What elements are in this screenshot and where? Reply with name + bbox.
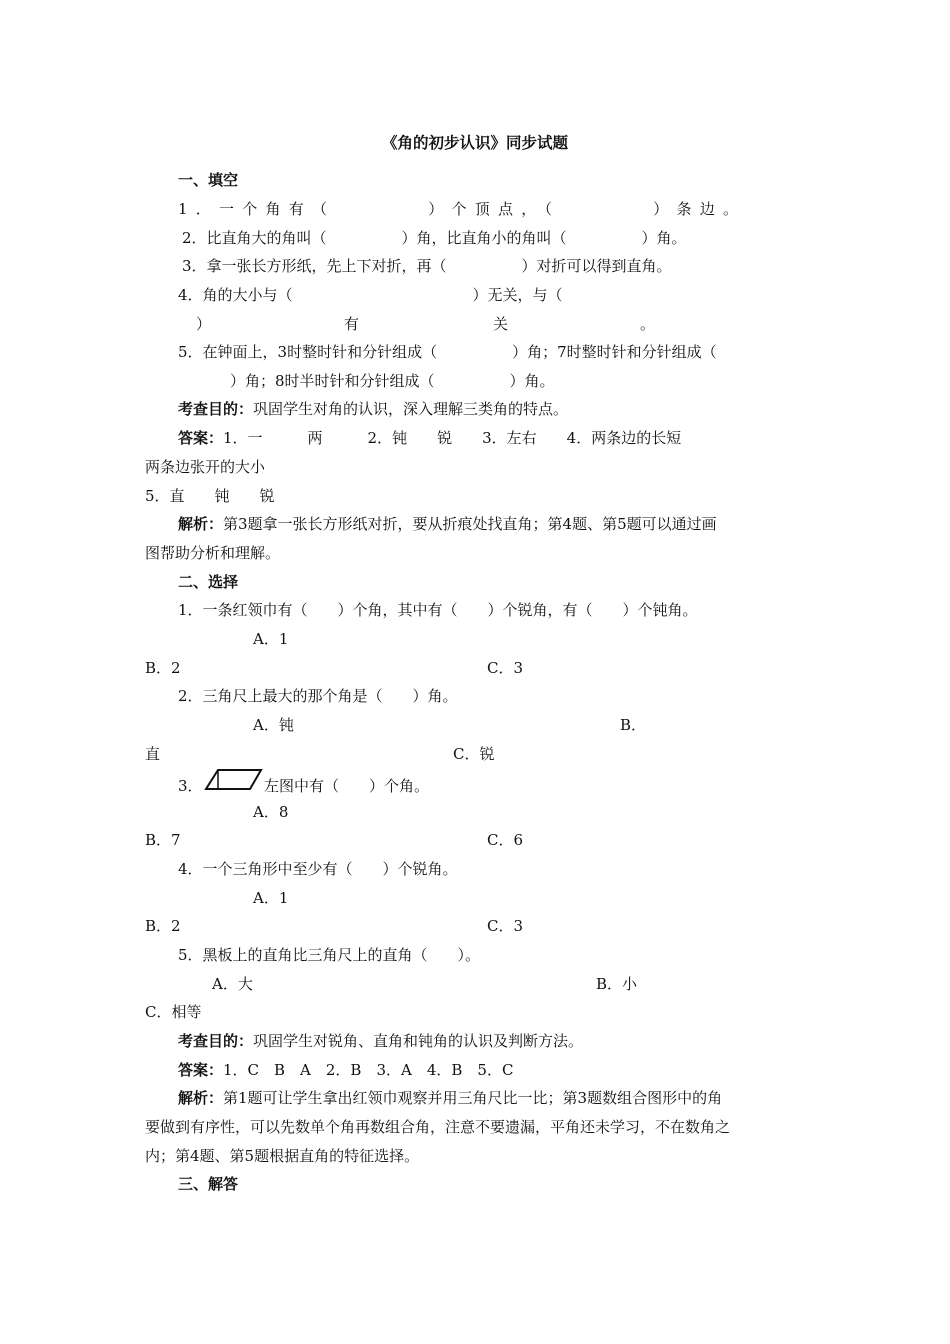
section-2-analysis: 解析：第1题可让学生拿出红领巾观察并用三角尺比一比；第3题数组合图形中的角 bbox=[178, 1089, 723, 1107]
choice-q2: 2．三角尺上最大的那个角是（ ）角。 bbox=[178, 687, 458, 705]
parallelogram-figure bbox=[204, 768, 264, 792]
choice-q5-option-a: A．大 bbox=[212, 975, 253, 993]
fill-q3: 3．拿一张长方形纸，先上下对折，再（ ）对折可以得到直角。 bbox=[182, 257, 672, 275]
page-title: 《角的初步认识》同步试题 bbox=[381, 134, 568, 152]
choice-q2-option-b-text: 直 bbox=[145, 745, 161, 763]
choice-q5-option-c: C．相等 bbox=[145, 1003, 202, 1021]
choice-q1-option-c: C．3 bbox=[487, 659, 524, 677]
fill-q1: 1．一个角有（ ）个顶点，（ ）条边。 bbox=[178, 200, 747, 218]
section-2-analysis-cont: 要做到有序性，可以先数单个角再数组合角，注意不要遗漏，平角还未学习，不在数角之 bbox=[145, 1118, 731, 1136]
section-2-purpose: 考查目的：巩固学生对锐角、直角和钝角的认识及判断方法。 bbox=[178, 1032, 584, 1050]
section-2-answer: 答案：1．C B A 2．B 3．A 4．B 5．C bbox=[178, 1061, 514, 1079]
fill-q4-guan: 关 bbox=[493, 315, 509, 333]
fill-q5-line1: 5．在钟面上，3时整时针和分针组成（ ）角；7时整时针和分针组成（ bbox=[178, 343, 717, 361]
choice-q1-option-a: A．1 bbox=[253, 630, 289, 648]
fill-q4-line1: 4．角的大小与（ ）无关，与（ bbox=[178, 286, 563, 304]
fill-q2: 2．比直角大的角叫（ ）角，比直角小的角叫（ ）角。 bbox=[182, 229, 687, 247]
section-1-heading: 一、填空 bbox=[178, 171, 239, 189]
choice-q4-option-b: B．2 bbox=[145, 917, 181, 935]
fill-q4-close: ） bbox=[196, 315, 212, 333]
section-1-analysis: 解析：第3题拿一张长方形纸对折，要从折痕处找直角；第4题、第5题可以通过画 bbox=[178, 515, 717, 533]
choice-q4-option-c: C．3 bbox=[487, 917, 524, 935]
choice-q2-option-b: B． bbox=[620, 716, 647, 734]
fill-q4-period: 。 bbox=[640, 315, 656, 333]
section-2-heading: 二、选择 bbox=[178, 573, 239, 591]
choice-q2-option-c: C．锐 bbox=[453, 745, 495, 763]
fill-q5-line2: ）角；8时半时针和分针组成（ ）角。 bbox=[230, 372, 555, 390]
section-1-answer: 答案：1．一 两 2．钝 锐 3．左右 4．两条边的长短 bbox=[178, 429, 682, 447]
choice-q5-option-b: B．小 bbox=[596, 975, 638, 993]
choice-q3-option-c: C．6 bbox=[487, 831, 524, 849]
fill-q4-you: 有 bbox=[344, 315, 360, 333]
section-1-answer-cont2: 5．直 钝 锐 bbox=[145, 487, 275, 505]
section-1-answer-cont: 两条边张开的大小 bbox=[145, 458, 266, 476]
choice-q4: 4．一个三角形中至少有（ ）个锐角。 bbox=[178, 860, 458, 878]
section-2-analysis-cont2: 内；第4题、第5题根据直角的特征选择。 bbox=[145, 1147, 420, 1165]
section-3-heading: 三、解答 bbox=[178, 1175, 239, 1193]
choice-q2-option-a: A．钝 bbox=[253, 716, 294, 734]
choice-q3-option-a: A．8 bbox=[253, 803, 289, 821]
choice-q1-option-b: B．2 bbox=[145, 659, 181, 677]
choice-q1: 1．一条红领巾有（ ）个角，其中有（ ）个锐角，有（ ）个钝角。 bbox=[178, 601, 698, 619]
choice-q4-option-a: A．1 bbox=[253, 889, 289, 907]
section-1-purpose: 考查目的：巩固学生对角的认识，深入理解三类角的特点。 bbox=[178, 400, 569, 418]
choice-q3-option-b: B．7 bbox=[145, 831, 181, 849]
section-1-analysis-cont: 图帮助分析和理解。 bbox=[145, 544, 281, 562]
choice-q5: 5．黑板上的直角比三角尺上的直角（ ）。 bbox=[178, 946, 481, 964]
choice-q3: 左图中有（ ）个角。 bbox=[264, 777, 430, 795]
choice-q3-number: 3． bbox=[178, 777, 203, 795]
